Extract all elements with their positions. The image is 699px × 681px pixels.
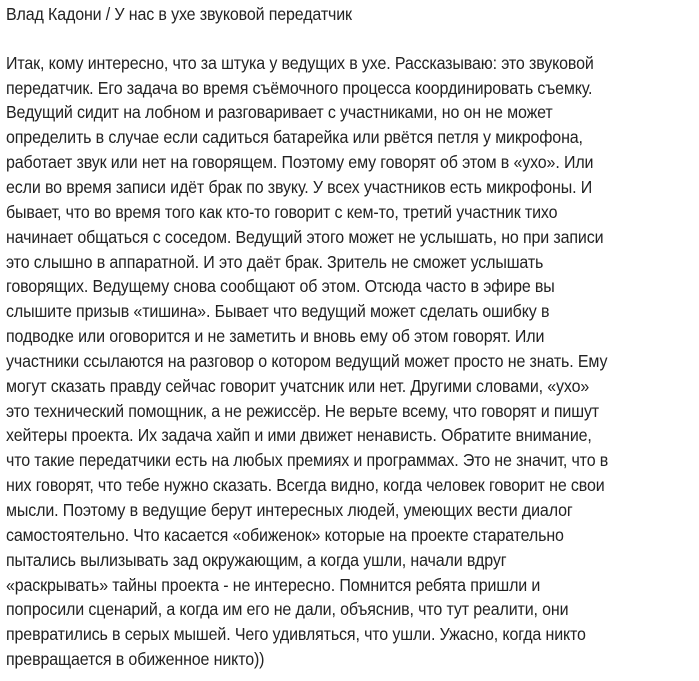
article-line: могут сказать правду сейчас говорит учатсник или нет. Другими словами, «ухо» [6, 375, 590, 396]
article-line: определить в случае если садиться батарейка или рвётся петля у микрофона, [6, 127, 583, 148]
article-line: что такие передатчики есть на любых премиях и программах. Это не значит, что в [6, 450, 609, 471]
article-line: это технический помощник, а не режиссёр. Не верьте всему, что говорят и пишут [6, 400, 600, 421]
article-line: говорящих. Ведущему снова сообщают об этом. Отсюда часто в эфире вы [6, 276, 555, 297]
article-line: «раскрывать» тайны проекта - не интересно. Помнится ребята пришли и [6, 574, 541, 595]
article-line: них говорят, что тебе нужно сказать. Всегда видно, когда человек говорит не свои [6, 475, 605, 496]
article-line: превратились в серых мышей. Чего удивляться, что ушли. Ужасно, когда никто [6, 624, 586, 645]
article-line: попросили сценарий, а когда им его не дали, объяснив, что тут реалити, они [6, 599, 569, 620]
article-line: мысли. Поэтому в ведущие берут интересных людей, умеющих вести диалог [6, 499, 573, 520]
article-line: хейтеры проекта. Их задача хайп и ими движет ненависть. Обратите внимание, [6, 425, 592, 446]
article-line: подводке или оговорится и не заметить и вновь ему об этом говорят. Или [6, 326, 545, 347]
article-line: если во время записи идёт брак по звуку. У всех участников есть микрофоны. И [6, 177, 593, 198]
article-line: бывает, что во время того как кто-то говорит с кем-то, третий участник тихо [6, 201, 558, 222]
article-line: Итак, кому интересно, что за штука у ведущих в ухе. Рассказываю: это звуковой [6, 52, 594, 73]
article-line: начинает общаться с соседом. Ведущий этого может не услышать, но при записи [6, 226, 604, 247]
article-line: работает звук или нет на говорящем. Поэтому ему говорят об этом в «ухо». Или [6, 152, 594, 173]
article-title: Влад Кадони / У нас в ухе звуковой передатчик [6, 4, 352, 24]
article-line: это слышно в аппаратной. И это даёт брак. Зритель не сможет услышать [6, 251, 544, 272]
article-line: самостоятельно. Что касается «обиженок» которые на проекте старательно [6, 524, 564, 545]
article-line: превращается в обиженное никто)) [6, 649, 265, 670]
article-line: слышите призыв «тишина». Бывает что ведущий может сделать ошибку в [6, 301, 550, 322]
article-line: Ведущий сидит на лобном и разговаривает с участниками, но он не может [6, 102, 553, 123]
article [6, 0, 665, 672]
article-line: участники ссылаются на разговор о котором ведущий может просто не знать. Ему [6, 350, 608, 371]
article-line: пытались вылизывать зад окружающим, а когда ушли, начали вдруг [6, 549, 507, 570]
article-line: передатчик. Его задача во время съёмочного процесса координировать съемку. [6, 77, 593, 98]
article-body [6, 51, 665, 672]
